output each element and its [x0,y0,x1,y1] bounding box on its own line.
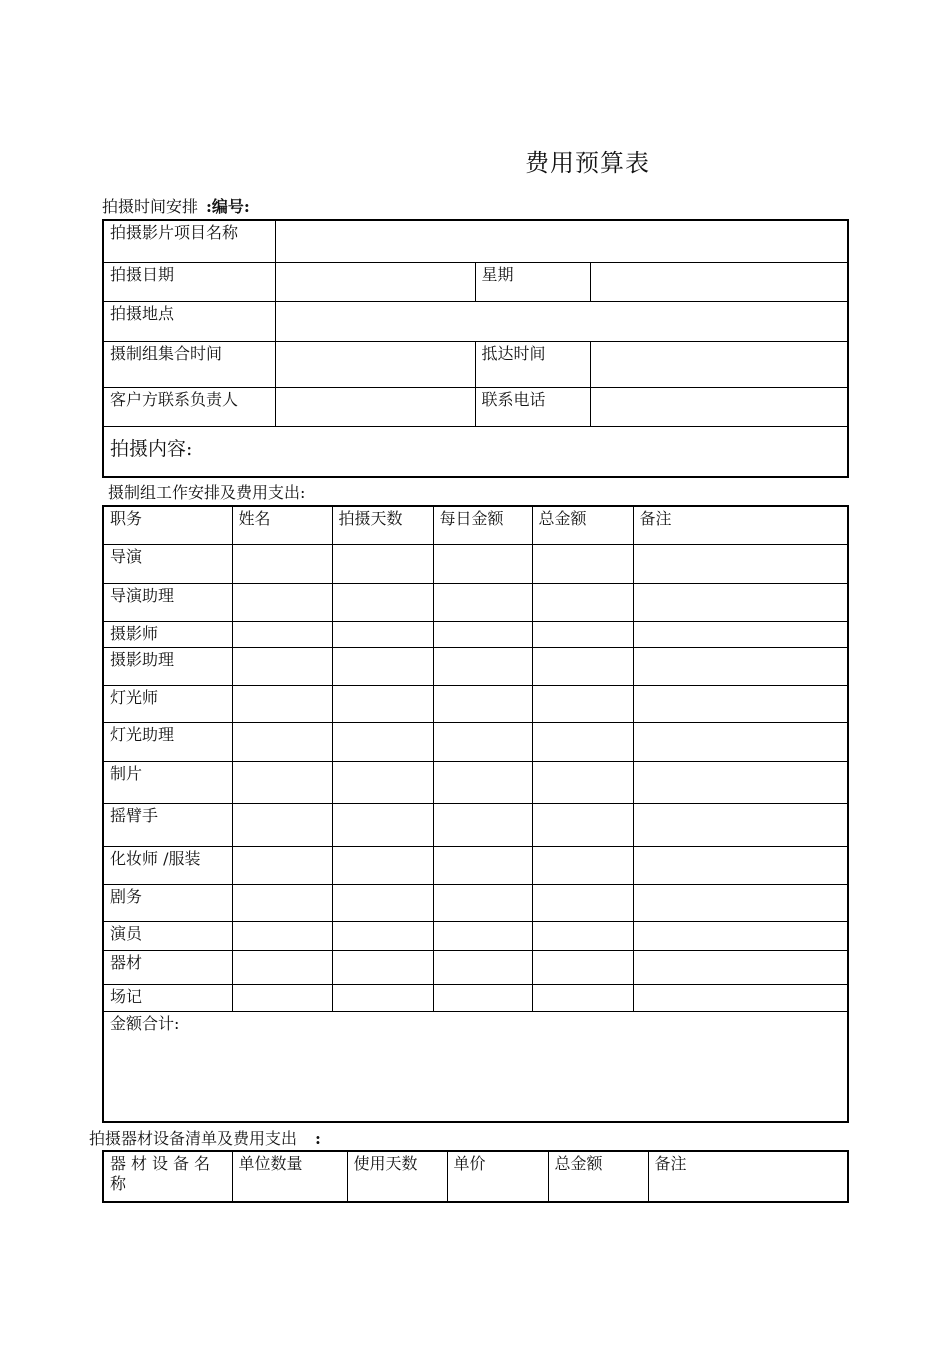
crew-total-cell[interactable] [532,647,633,685]
crew-name-cell[interactable] [232,544,332,583]
crew-daily-amount-cell[interactable] [433,984,532,1011]
crew-daily-amount-cell[interactable] [433,544,532,583]
crew-role-cell: 灯光师 [103,685,232,722]
crew-role-cell: 制片 [103,761,232,803]
crew-notes-cell[interactable] [633,544,848,583]
weekday-label: 星期 [475,262,590,301]
crew-total-cell[interactable] [532,803,633,846]
equipment-caption-text: 拍摄器材设备清单及费用支出 [89,1129,298,1148]
location-label: 拍摄地点 [103,301,275,341]
crew-name-cell[interactable] [232,685,332,722]
crew-total-cell[interactable] [532,722,633,761]
crew-row [103,884,848,921]
crew-row [103,647,848,685]
crew-notes-cell[interactable] [633,984,848,1011]
crew-days-cell[interactable] [332,921,433,950]
arrival-time-label: 抵达时间 [475,341,590,387]
crew-header-days: 拍摄天数 [332,506,433,544]
crew-name-cell[interactable] [232,921,332,950]
crew-role-cell: 剧务 [103,884,232,921]
crew-name-cell[interactable] [232,621,332,647]
crew-notes-cell[interactable] [633,803,848,846]
crew-role-cell: 导演助理 [103,583,232,621]
crew-row [103,761,848,803]
number-label: :编号: [206,197,250,216]
crew-name-cell[interactable] [232,647,332,685]
date-label: 拍摄日期 [103,262,275,301]
crew-role-cell: 摄影师 [103,621,232,647]
total-amount-label: 金额合计: [110,1013,180,1033]
crew-notes-cell[interactable] [633,846,848,884]
crew-days-cell[interactable] [332,803,433,846]
crew-role-cell: 场记 [103,984,232,1011]
crew-row [103,621,848,647]
shooting-content-field[interactable] [103,426,848,477]
equipment-header-notes: 备注 [648,1151,848,1202]
schedule-caption [102,194,250,217]
crew-total-cell[interactable] [532,685,633,722]
arrival-time-field[interactable] [590,341,848,387]
crew-role-cell: 化妆师 /服装 [103,846,232,884]
crew-header-role: 职务 [103,506,232,544]
crew-daily-amount-cell[interactable] [433,846,532,884]
crew-row [103,950,848,984]
crew-days-cell[interactable] [332,544,433,583]
crew-role-cell: 摄影助理 [103,647,232,685]
crew-header-notes: 备注 [633,506,848,544]
equipment-header-unit-price: 单价 [447,1151,548,1202]
equipment-table [102,1150,849,1203]
crew-daily-amount-cell[interactable] [433,621,532,647]
project-name-field[interactable] [275,220,848,262]
crew-total-cell[interactable] [532,544,633,583]
crew-notes-cell[interactable] [633,583,848,621]
equipment-header-unit-qty: 单位数量 [232,1151,347,1202]
crew-row [103,722,848,761]
crew-name-cell[interactable] [232,950,332,984]
crew-total-cell[interactable] [532,761,633,803]
crew-days-cell[interactable] [332,761,433,803]
crew-total-cell[interactable] [532,583,633,621]
crew-name-cell[interactable] [232,803,332,846]
client-contact-label: 客户方联系负责人 [103,387,275,426]
equipment-header-days: 使用天数 [347,1151,447,1202]
crew-name-cell[interactable] [232,761,332,803]
crew-total-cell[interactable] [532,984,633,1011]
project-name-label: 拍摄影片项目名称 [103,220,275,262]
shooting-content-label: 拍摄内容: [110,437,193,460]
client-contact-field[interactable] [275,387,475,426]
crew-daily-amount-cell[interactable] [433,761,532,803]
crew-total-cell[interactable] [532,621,633,647]
crew-notes-cell[interactable] [633,621,848,647]
weekday-field[interactable] [590,262,848,301]
crew-daily-amount-cell[interactable] [433,950,532,984]
crew-name-cell[interactable] [232,583,332,621]
crew-row [103,544,848,583]
crew-row [103,984,848,1011]
phone-field[interactable] [590,387,848,426]
crew-notes-cell[interactable] [633,950,848,984]
schedule-table [102,219,849,478]
crew-role-cell: 器材 [103,950,232,984]
crew-row [103,921,848,950]
crew-daily-amount-cell[interactable] [433,647,532,685]
crew-daily-amount-cell[interactable] [433,685,532,722]
equipment-header-name: 器材设备名称 [103,1151,232,1202]
crew-name-cell[interactable] [232,884,332,921]
page-title: 费用预算表 [525,149,650,177]
crew-gather-time-label: 摄制组集合时间 [103,341,275,387]
total-amount-field[interactable] [103,1011,848,1122]
crew-role-cell: 摇臂手 [103,803,232,846]
crew-notes-cell[interactable] [633,921,848,950]
crew-notes-cell[interactable] [633,647,848,685]
crew-notes-cell[interactable] [633,722,848,761]
crew-row [103,685,848,722]
crew-days-cell[interactable] [332,984,433,1011]
crew-total-cell[interactable] [532,921,633,950]
date-field[interactable] [275,262,475,301]
crew-days-cell[interactable] [332,621,433,647]
equipment-header-total: 总金额 [548,1151,648,1202]
crew-name-cell[interactable] [232,984,332,1011]
equipment-caption-colon: : [315,1129,321,1148]
crew-days-cell[interactable] [332,647,433,685]
crew-daily-amount-cell[interactable] [433,803,532,846]
crew-days-cell[interactable] [332,722,433,761]
crew-name-cell[interactable] [232,722,332,761]
crew-header-daily-amount: 每日金额 [433,506,532,544]
crew-header-total: 总金额 [532,506,633,544]
crew-days-cell[interactable] [332,685,433,722]
crew-daily-amount-cell[interactable] [433,921,532,950]
crew-daily-amount-cell[interactable] [433,884,532,921]
crew-caption: 摄制组工作安排及费用支出: [108,483,306,502]
crew-row [103,583,848,621]
crew-days-cell[interactable] [332,846,433,884]
crew-daily-amount-cell[interactable] [433,722,532,761]
crew-table [102,505,849,1123]
crew-gather-time-field[interactable] [275,341,475,387]
crew-total-cell[interactable] [532,846,633,884]
schedule-caption-text: 拍摄时间安排 [102,197,199,216]
location-field[interactable] [275,301,848,341]
crew-header-name: 姓名 [232,506,332,544]
crew-role-cell: 导演 [103,544,232,583]
crew-role-cell: 演员 [103,921,232,950]
phone-label: 联系电话 [475,387,590,426]
crew-days-cell[interactable] [332,583,433,621]
equipment-caption [89,1126,321,1149]
crew-days-cell[interactable] [332,884,433,921]
crew-role-cell: 灯光助理 [103,722,232,761]
crew-total-cell[interactable] [532,884,633,921]
crew-total-cell[interactable] [532,950,633,984]
crew-notes-cell[interactable] [633,761,848,803]
crew-notes-cell[interactable] [633,685,848,722]
crew-notes-cell[interactable] [633,884,848,921]
crew-name-cell[interactable] [232,846,332,884]
crew-row [103,803,848,846]
crew-row [103,846,848,884]
crew-days-cell[interactable] [332,950,433,984]
crew-daily-amount-cell[interactable] [433,583,532,621]
